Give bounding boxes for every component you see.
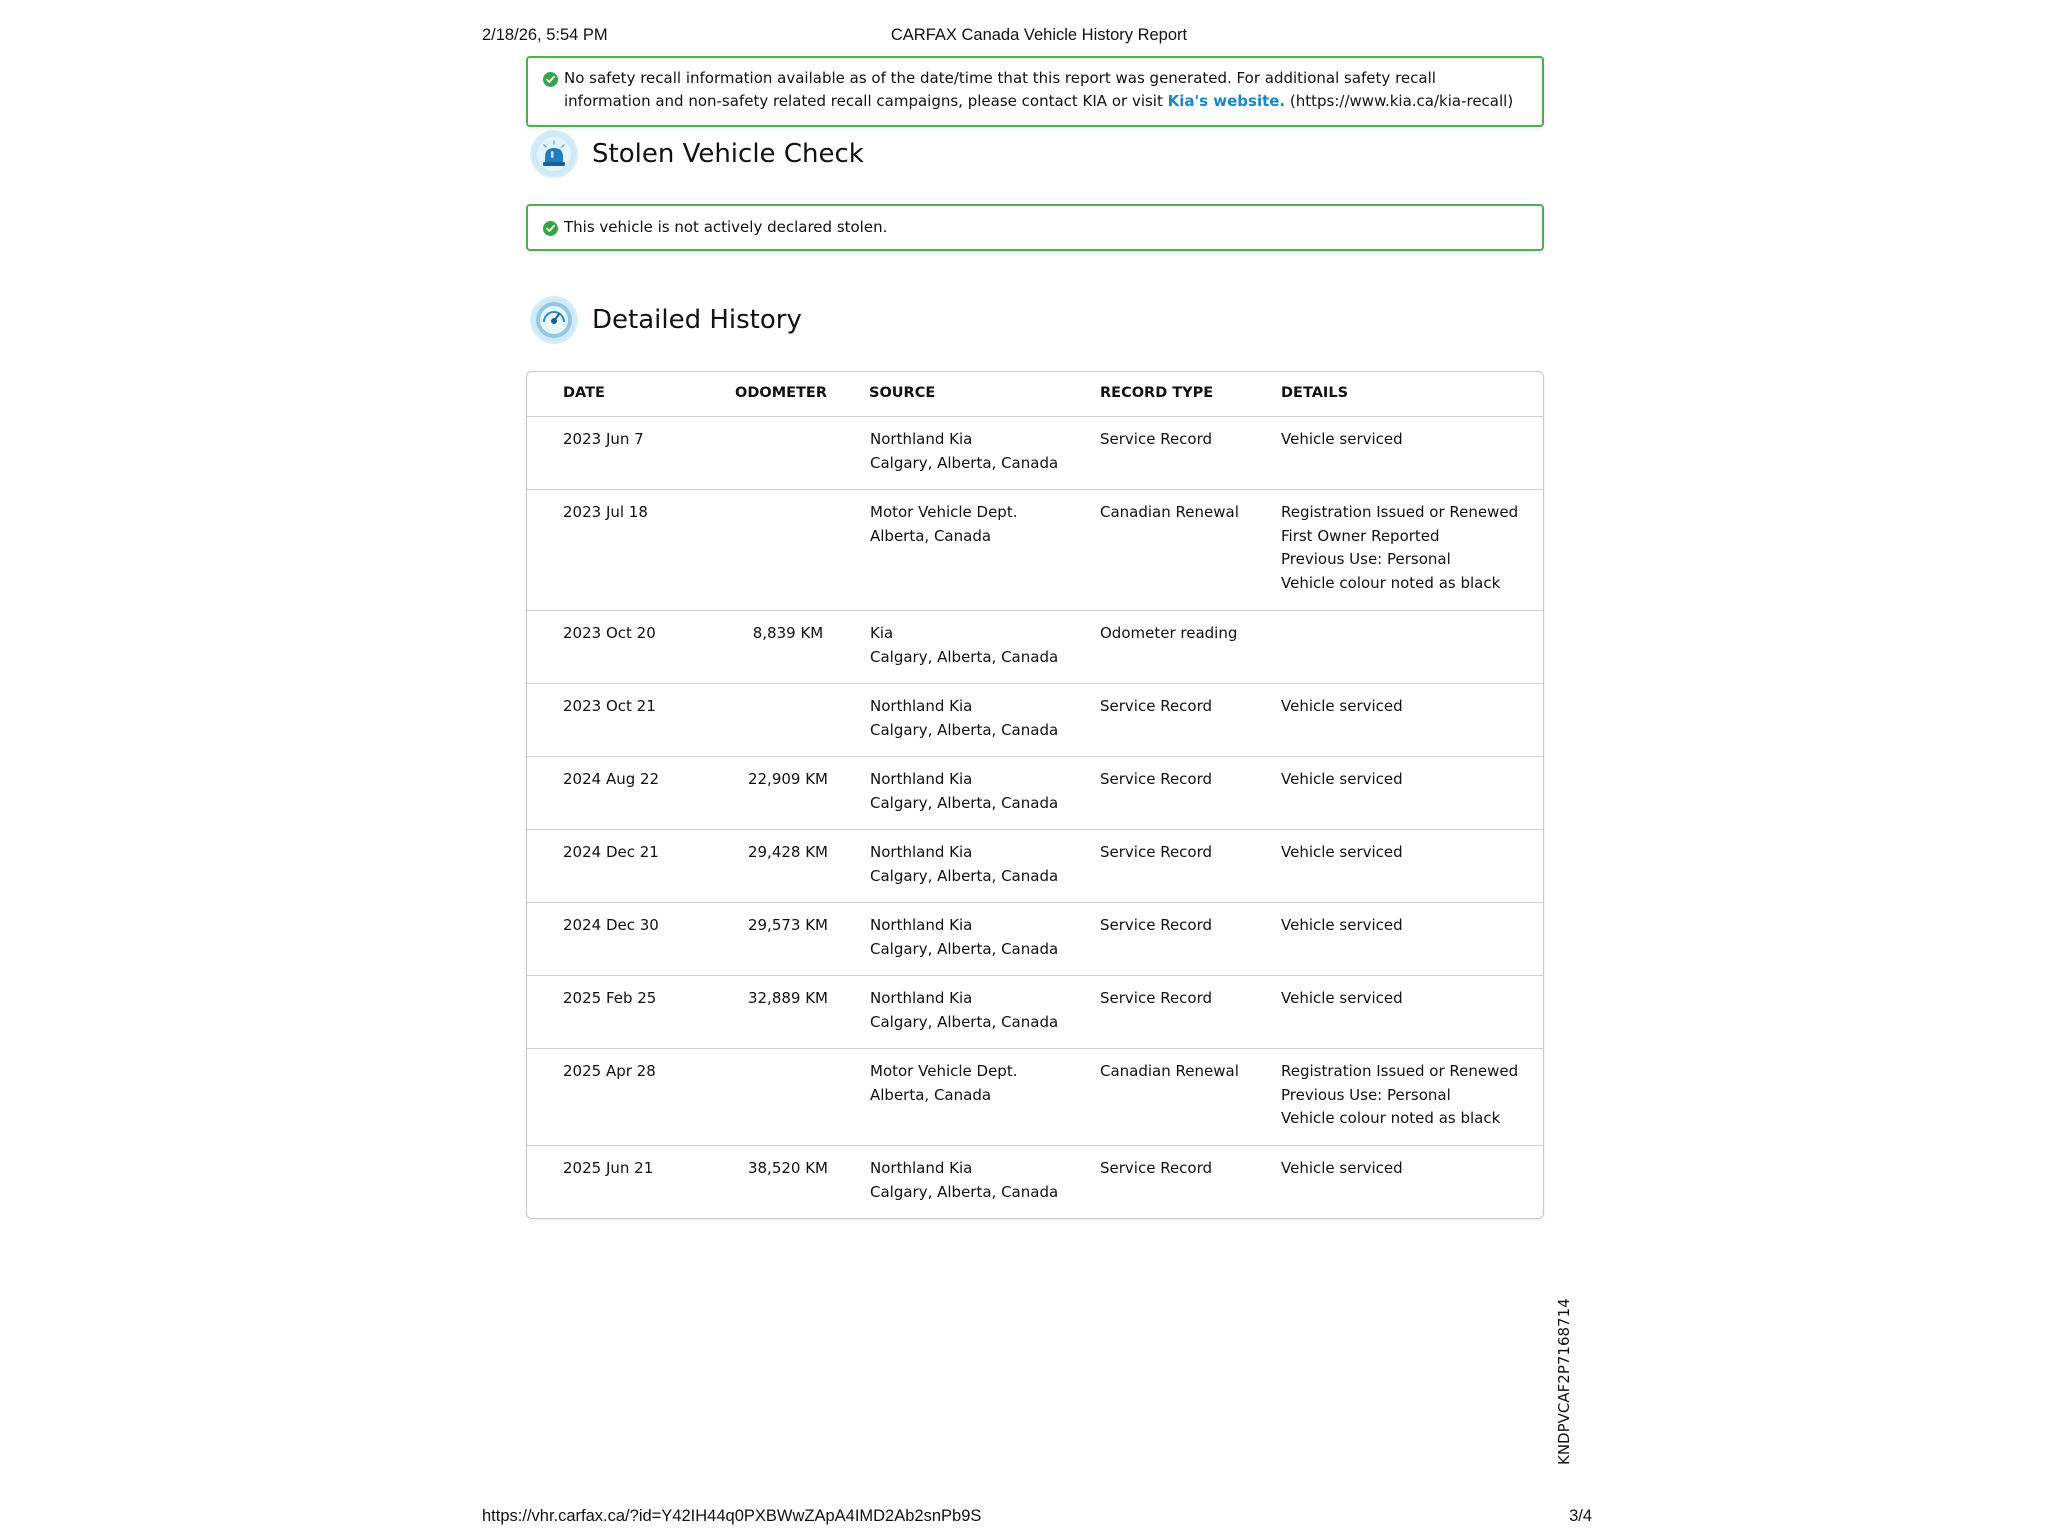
print-url: https://vhr.carfax.ca/?id=Y42IH44q0PXBWwZApA4IMD2Ab2snPb9S [482,1507,982,1525]
table-row [527,903,1543,976]
print-datetime: 2/18/26, 5:54 PM [482,26,608,44]
row-odometer: 38,520 KM [747,1159,829,1177]
row-record-type: Service Record [1100,916,1213,934]
row-date: 2024 Dec 21 [563,843,659,861]
column-header-source: SOURCE [869,385,936,401]
table-row [527,830,1543,903]
row-date: 2024 Aug 22 [563,770,660,788]
row-date: 2025 Apr 28 [563,1062,656,1080]
row-source: Northland Kia Calgary, Alberta, Canada [870,430,1059,472]
column-header-record-type: RECORD TYPE [1100,385,1214,401]
vin-margin-text: KNDPVCAF2P7168714 [1555,1298,1573,1465]
table-row [527,757,1543,830]
row-record-type: Canadian Renewal [1100,503,1239,521]
row-record-type: Odometer reading [1100,624,1238,642]
table-row [527,417,1543,490]
stolen-status-text: This vehicle is not actively declared stolen. [564,218,888,236]
row-date: 2024 Dec 30 [563,916,659,934]
row-details: Vehicle serviced [1281,843,1403,861]
history-table [526,371,1544,1219]
row-details: Vehicle serviced [1281,770,1403,788]
column-header-date: DATE [563,385,605,401]
recall-notice-text: No safety recall information available as of the date/time that this report was generated. For additional safety recall information and non-safety related recall campaigns, please contact KIA or visit Kia's website. (https://www.kia.ca/kia-recall) [564,69,1514,110]
row-date: 2023 Jul 18 [563,503,648,521]
check-circle-icon [543,221,558,236]
row-record-type: Service Record [1100,989,1213,1007]
kia-website-link[interactable]: Kia's website. [1167,92,1286,110]
row-details: Vehicle serviced [1281,430,1403,448]
row-source: Northland Kia Calgary, Alberta, Canada [870,989,1059,1031]
detailed-history-heading [530,294,802,346]
row-odometer: 22,909 KM [747,770,829,788]
row-details: Vehicle serviced [1281,989,1403,1007]
table-row [527,976,1543,1049]
stolen-status-notice [526,204,1544,251]
row-date: 2023 Oct 20 [563,624,656,642]
row-source: Northland Kia Calgary, Alberta, Canada [870,843,1059,885]
row-odometer: 29,573 KM [747,916,829,934]
row-odometer: 32,889 KM [747,989,829,1007]
row-date: 2023 Oct 21 [563,697,656,715]
stolen-vehicle-heading [530,128,864,180]
row-details: Vehicle serviced [1281,697,1403,715]
row-details: Vehicle serviced [1281,916,1403,934]
print-header [482,26,1596,50]
row-source: Northland Kia Calgary, Alberta, Canada [870,770,1059,812]
row-date: 2023 Jun 7 [563,430,644,448]
table-row [527,1049,1543,1146]
row-date: 2025 Jun 21 [563,1159,654,1177]
siren-icon [530,130,578,178]
column-header-odometer: ODOMETER [735,385,827,401]
row-record-type: Service Record [1100,770,1213,788]
table-row [527,1146,1543,1218]
odometer-gauge-icon [530,296,578,344]
row-date: 2025 Feb 25 [563,989,657,1007]
table-header [527,372,1543,417]
column-header-details: DETAILS [1281,385,1349,401]
row-source: Kia Calgary, Alberta, Canada [870,624,1059,666]
table-row [527,684,1543,757]
print-footer [482,1507,1592,1529]
row-source: Motor Vehicle Dept. Alberta, Canada [870,1062,1018,1104]
detailed-history-title: Detailed History [592,305,802,335]
check-circle-icon [543,72,558,87]
print-title: CARFAX Canada Vehicle History Report [890,26,1188,44]
row-details: Registration Issued or Renewed Previous Use: Personal Vehicle colour noted as black [1281,1062,1519,1127]
stolen-vehicle-title: Stolen Vehicle Check [592,139,864,169]
page-number: 3/4 [1569,1507,1592,1525]
row-odometer: 8,839 KM [752,624,824,642]
row-odometer: 29,428 KM [747,843,829,861]
row-source: Northland Kia Calgary, Alberta, Canada [870,916,1059,958]
row-record-type: Service Record [1100,697,1213,715]
row-record-type: Service Record [1100,430,1213,448]
row-source: Northland Kia Calgary, Alberta, Canada [870,1159,1059,1201]
row-record-type: Service Record [1100,843,1213,861]
recall-notice [526,56,1544,127]
row-source: Motor Vehicle Dept. Alberta, Canada [870,503,1018,545]
row-details: Vehicle serviced [1281,1159,1403,1177]
row-details: Registration Issued or Renewed First Owner Reported Previous Use: Personal Vehicle colour noted as black [1281,503,1519,592]
table-row [527,611,1543,684]
row-record-type: Service Record [1100,1159,1213,1177]
row-record-type: Canadian Renewal [1100,1062,1239,1080]
table-row [527,490,1543,611]
row-source: Northland Kia Calgary, Alberta, Canada [870,697,1059,739]
